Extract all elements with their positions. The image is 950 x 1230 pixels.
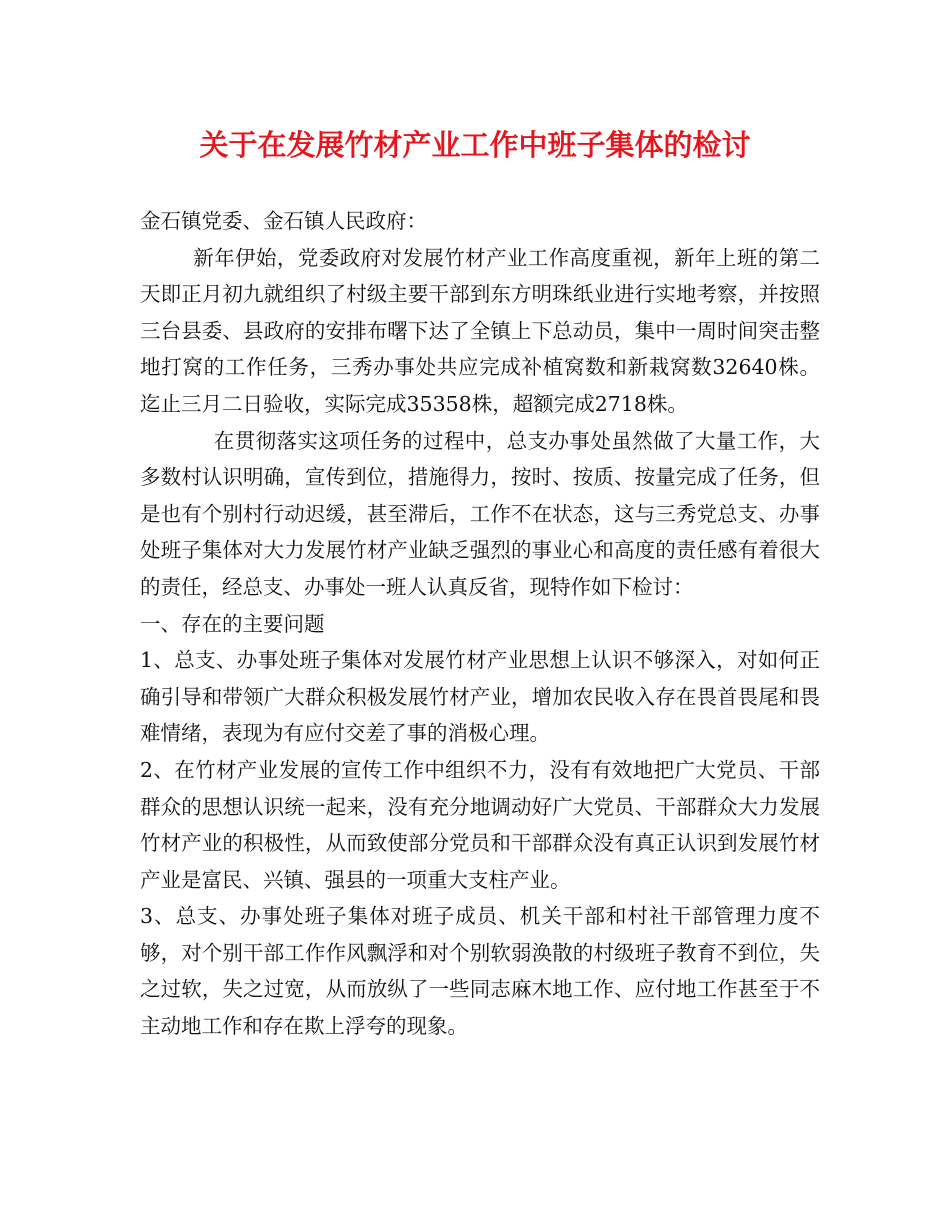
paragraph-analysis: 在贯彻落实这项任务的过程中，总支办事处虽然做了大量工作，大多数村认识明确，宣传到位，措施得力，按时、按质、按量完成了任务，但是也有个别村行动迟缓，甚至滞后，工作不在状态，这与三秀党总支、办事处班子集体对大力发展竹材产业缺乏强烈的事业心和高度的责任感有着很大的责任，经总支、办事处一班人认真反省，现特作如下检讨： [140,428,820,599]
document-title: 关于在发展竹材产业工作中班子集体的检讨 [199,128,751,162]
problem-item-1: 1、总支、办事处班子集体对发展竹材产业思想上认识不够深入，对如何正确引导和带领广大群众积极发展竹材产业，增加农民收入存在畏首畏尾和畏难情绪，表现为有应付交差了事的消极心理。 [140,648,820,746]
section-heading: 一、存在的主要问题 [140,611,325,636]
paragraph-intro: 新年伊始，党委政府对发展竹材产业工作高度重视，新年上班的第二天即正月初九就组织了村级主要干部到东方明珠纸业进行实地考察，并按照三台县委、县政府的安排布曙下达了全镇上下总动员，集中一周时间突击整地打窝的工作任务，三秀办事处共应完成补植窝数和新栽窝数32640株。迄止三月二日验收，实际完成35358株，超额完成2718株。 [140,245,820,416]
problem-item-3: 3、总支、办事处班子集体对班子成员、机关干部和村社干部管理力度不够，对个别干部工作作风飘浮和对个别软弱涣散的村级班子教育不到位，失之过软，失之过宽，从而放纵了一些同志麻木地工作、应付地工作甚至于不主动地工作和存在欺上浮夸的现象。 [140,904,820,1039]
document-body [140,203,820,1045]
salutation: 金石镇党委、金石镇人民政府： [140,209,427,233]
problem-item-2: 2、在竹材产业发展的宣传工作中组织不力，没有有效地把广大党员、干部群众的思想认识统一起来，没有充分地调动好广大党员、干部群众大力发展竹材产业的积极性，从而致使部分党员和干部群众没有真正认识到发展竹材产业是富民、兴镇、强县的一项重大支柱产业。 [140,757,820,892]
